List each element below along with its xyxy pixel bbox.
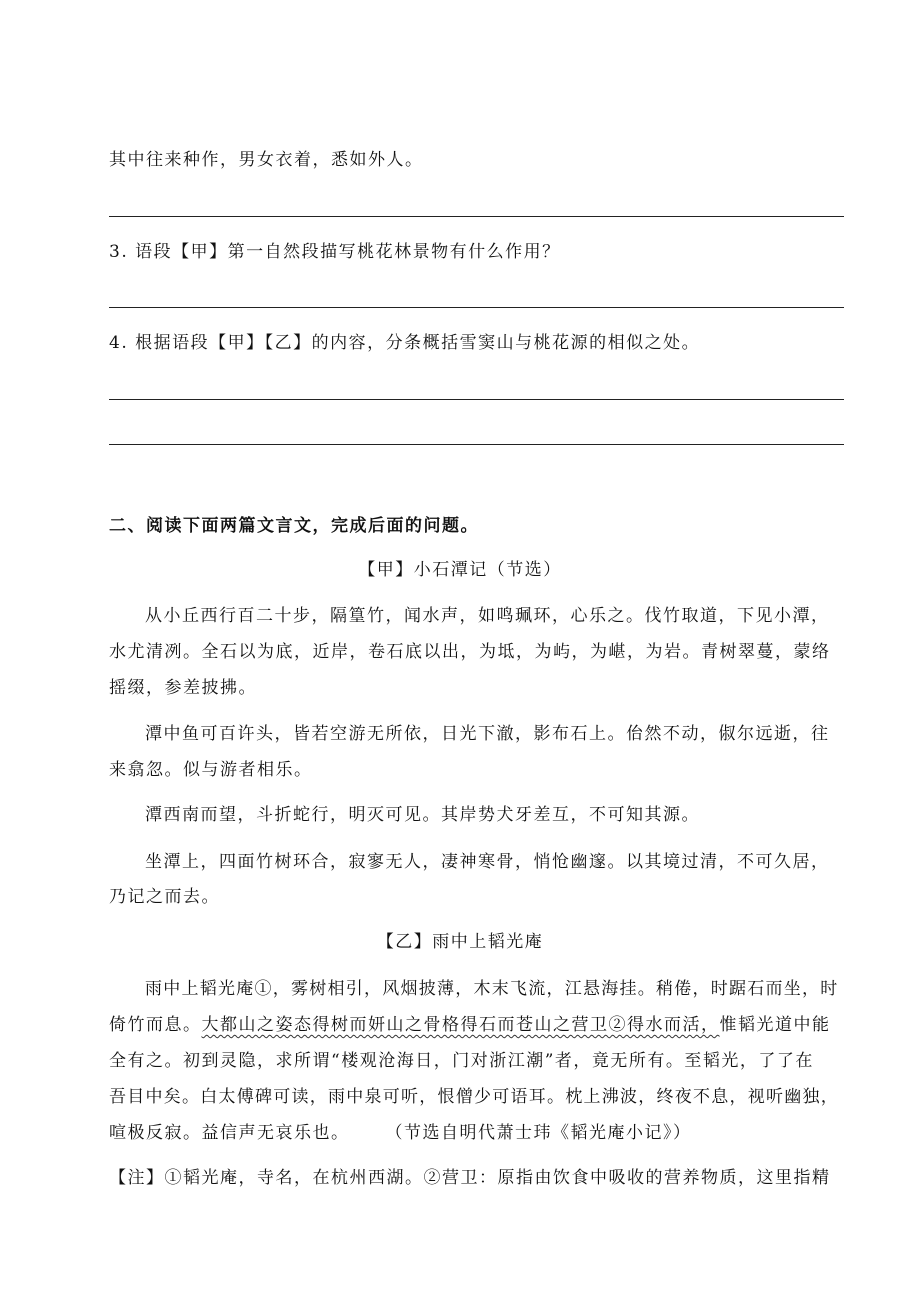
answer-line-q4-1: [109, 399, 844, 400]
answer-line-q2: [109, 216, 844, 217]
jia-line-4: 潭中鱼可百许头，皆若空游无所依，日光下澈，影布石上。佁然不动，俶尔远逝，往: [145, 724, 830, 744]
yi-line-4: 吾目中矣。白太傅碑可读，雨中泉可听，恨僧少可语耳。枕上沸波，终夜不息，视听幽独，: [109, 1087, 839, 1107]
yi-line-2-post: 惟韬光道中能: [719, 1015, 831, 1035]
answer-line-q4-2: [109, 444, 844, 445]
annotation-note: 【注】①韬光庵，寺名，在杭州西湖。②营卫：原指由饮食中吸收的营养物质，这里指精: [109, 1168, 831, 1188]
passage-yi-title: 【乙】雨中上韬光庵: [376, 932, 544, 952]
yi-line-1: 雨中上韬光庵①，雾树相引，风烟披薄，木末飞流，江悬海挂。稍倦，时踞石而坐，时: [145, 979, 839, 999]
jia-line-8: 乃记之而去。: [109, 887, 220, 907]
yi-source-citation: （节选自明代萧士玮《韬光庵小记》）: [385, 1123, 692, 1143]
yi-line-5-text: 喧极反寂。益信声无哀乐也。: [109, 1123, 350, 1143]
yi-line-2-pre: 倚竹而息。: [109, 1015, 202, 1035]
jia-line-1: 从小丘西行百二十步，隔篁竹，闻水声，如鸣珮环，心乐之。伐竹取道，下见小潭，: [145, 606, 830, 626]
jia-line-7: 坐潭上，四面竹树环合，寂寥无人，凄神寒骨，悄怆幽邃。以其境过清，不可久居，: [145, 852, 830, 872]
question-3: 3. 语段【甲】第一自然段描写桃花林景物有什么作用？: [109, 242, 561, 262]
question-4: 4. 根据语段【甲】【乙】的内容，分条概括雪窦山与桃花源的相似之处。: [109, 333, 701, 353]
jia-line-6: 潭西南而望，斗折蛇行，明灭可见。其岸势犬牙差互，不可知其源。: [145, 805, 700, 825]
yi-line-2: [109, 1013, 831, 1037]
answer-line-q3: [109, 307, 844, 308]
jia-line-2: 水尤清冽。全石以为底，近岸，卷石底以出，为坻，为屿，为嵁，为岩。青树翠蔓，蒙络: [109, 642, 831, 662]
passage-continuation-line: 其中往来种作，男女衣着，悉如外人。: [109, 150, 424, 170]
jia-line-5: 来翕忽。似与游者相乐。: [109, 760, 313, 780]
wavy-underlined-sentence: 大都山之姿态得树而妍山之骨格得石而苍山之营卫②得水而活，: [201, 1015, 720, 1035]
jia-line-3: 摇缀，参差披拂。: [109, 678, 257, 698]
passage-jia-title: 【甲】小石潭记（节选）: [358, 560, 562, 580]
yi-line-5: [109, 1121, 692, 1145]
section-2-heading: 二、阅读下面两篇文言文，完成后面的问题。: [109, 516, 479, 536]
yi-line-3: 全有之。初到灵隐，求所谓“楼观沧海日，门对浙江潮”者，竟无所有。至韬光，了了在: [109, 1051, 814, 1071]
